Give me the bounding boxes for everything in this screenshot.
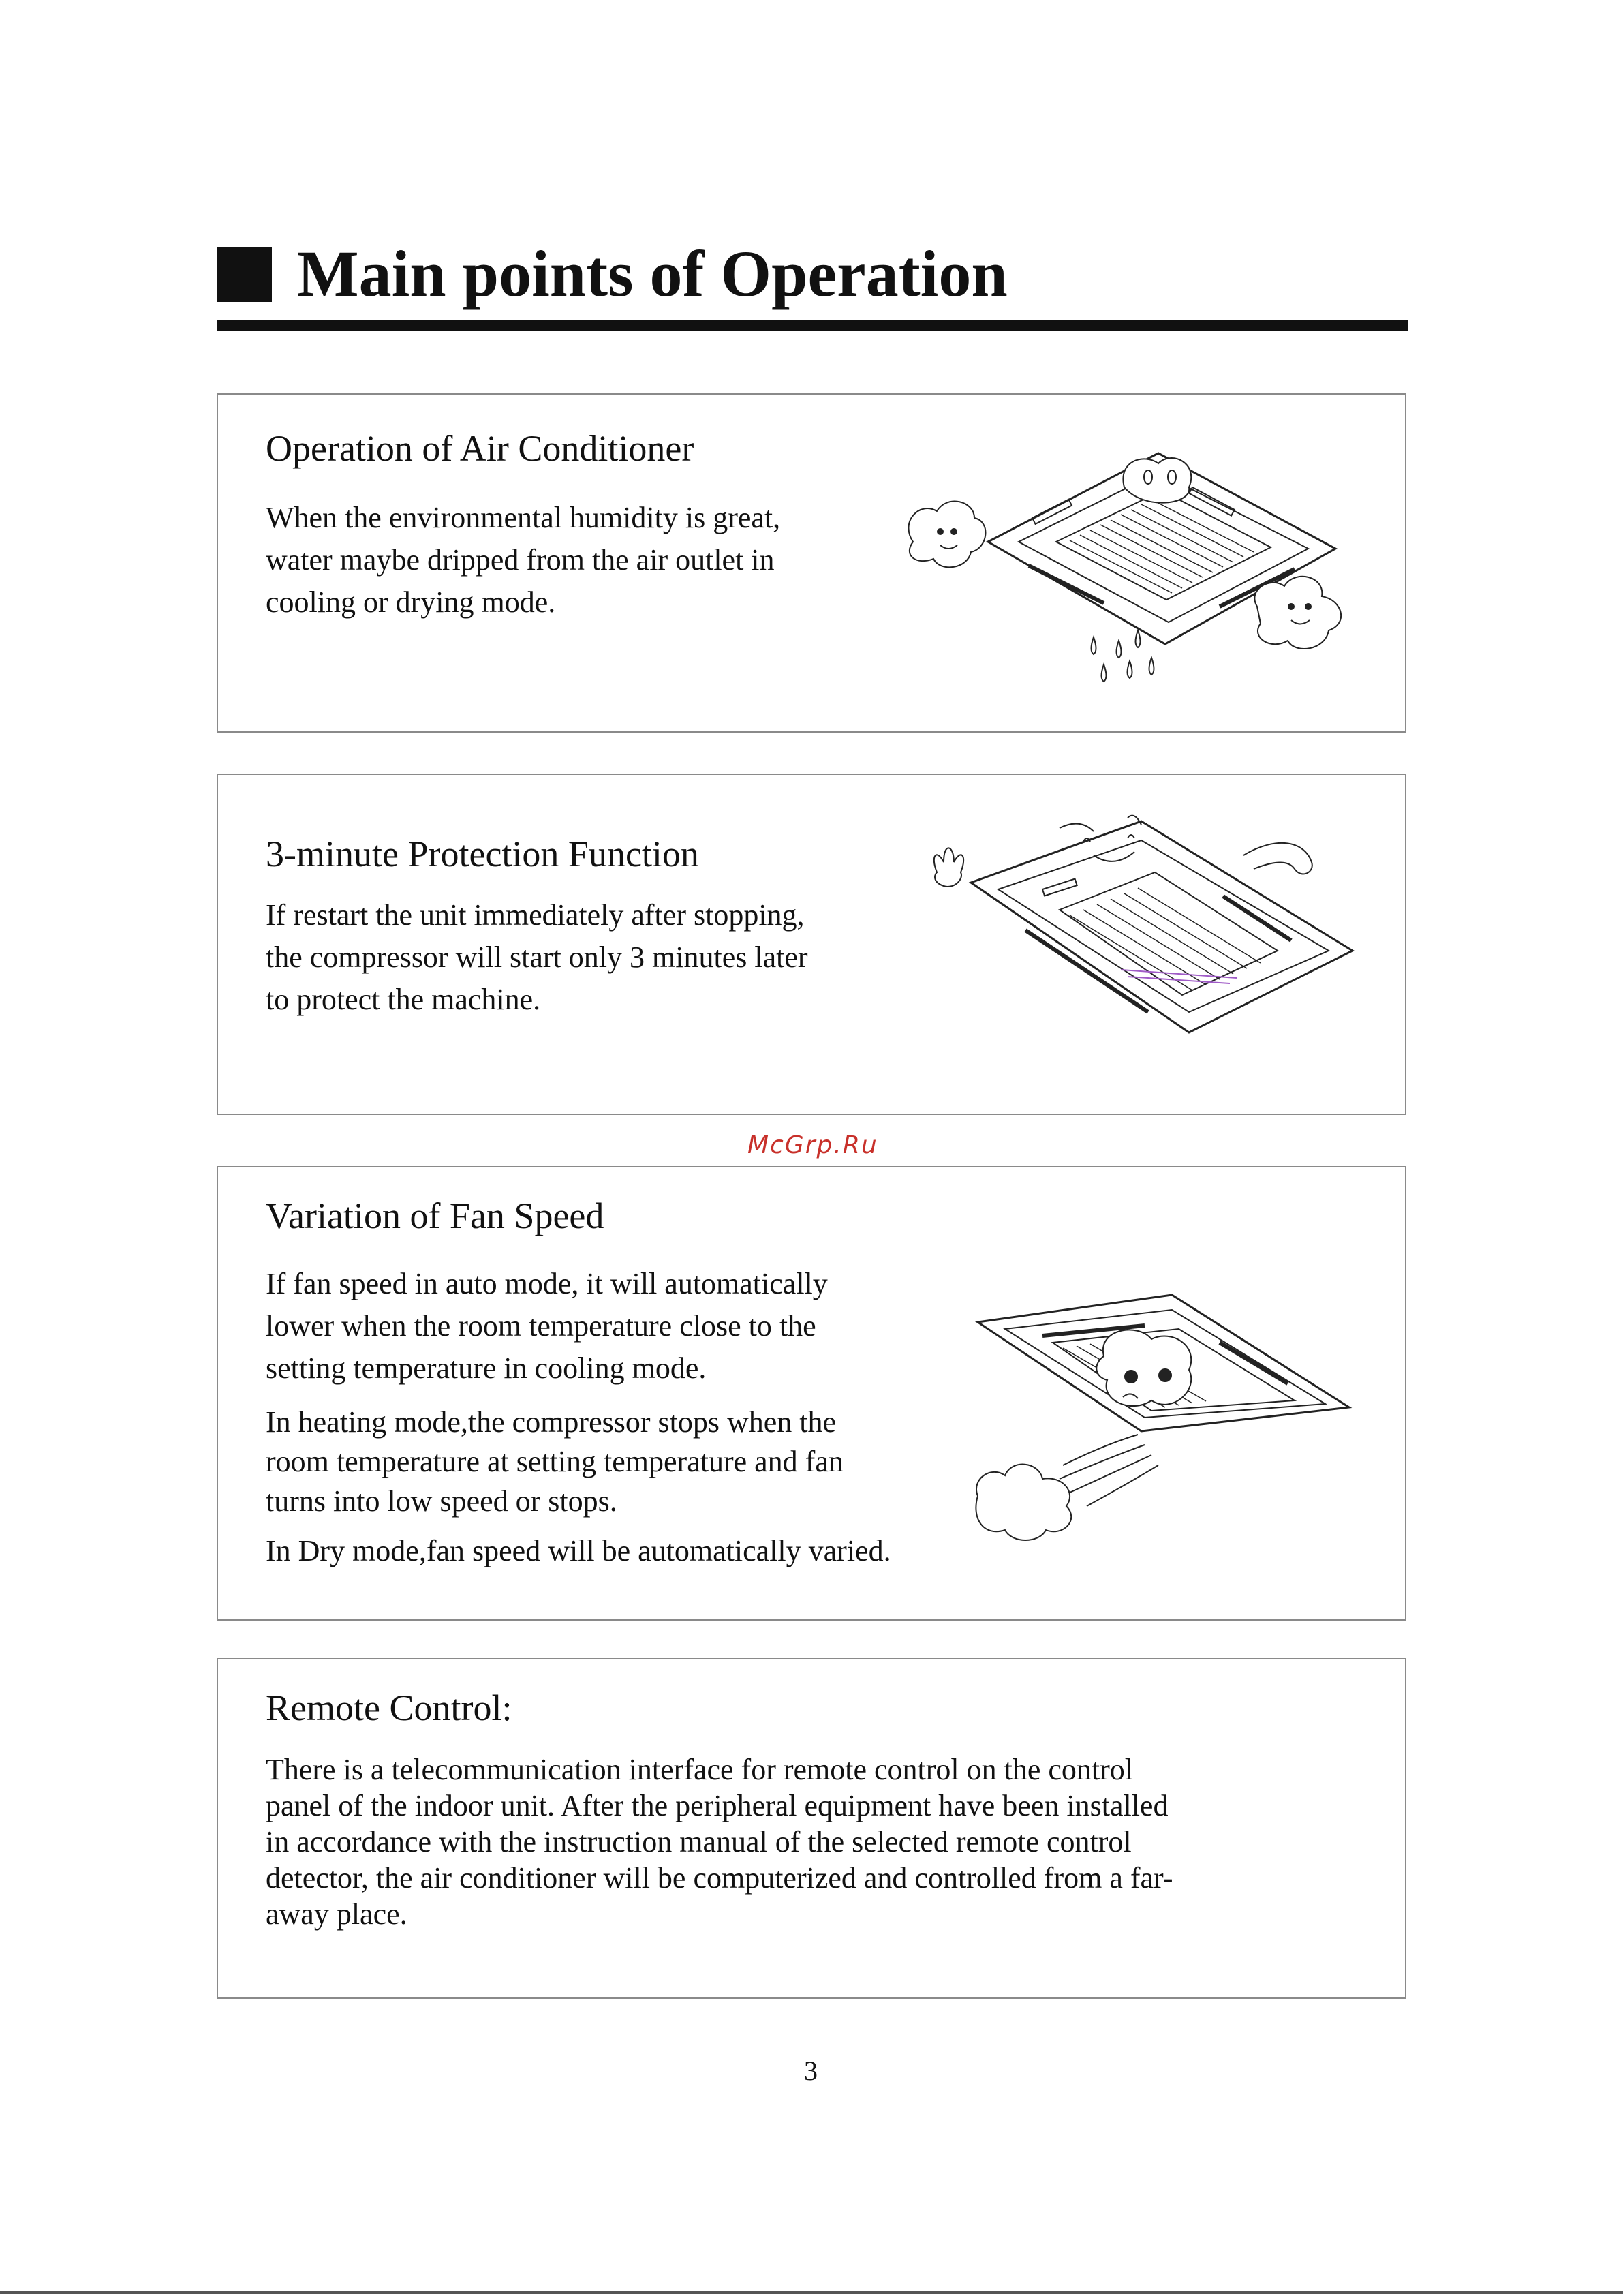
section-remote-control (217, 1658, 1406, 1999)
blowing-cassette-unit-icon (968, 1288, 1356, 1554)
title-divider (217, 320, 1408, 331)
page-title: Main points of Operation (297, 237, 1008, 310)
watermark: McGrp.Ru (747, 1131, 878, 1159)
section-heading: Variation of Fan Speed (266, 1195, 604, 1236)
page-number: 3 (804, 2055, 818, 2086)
section-paragraph: There is a telecommunication interface for remote control on the control panel of the indoor unit. After the peripheral equipment have been installed in accordance with the instruction manual of the selected remote control detector, the air conditioner will be computerized and controlled from a far- away place. (266, 1753, 1173, 1931)
page-bottom-edge (0, 2291, 1623, 2294)
waving-cassette-unit-icon (923, 814, 1359, 1039)
section-paragraph: In heating mode,the compressor stops when the room temperature at setting temperature and fan turns into low speed or stops. (266, 1405, 844, 1518)
page-header (217, 237, 1408, 335)
dripping-cassette-unit-icon (899, 446, 1363, 699)
section-paragraph: In Dry mode,fan speed will be automatically varied. (266, 1534, 891, 1567)
section-heading: Operation of Air Conditioner (266, 428, 694, 469)
section-heading: 3-minute Protection Function (266, 833, 699, 874)
section-paragraph: When the environmental humidity is great, water maybe dripped from the air outlet in cooling or drying mode. (266, 501, 781, 619)
section-heading: Remote Control: (266, 1687, 512, 1728)
section-paragraph: If fan speed in auto mode, it will automatically lower when the room temperature close to the setting temperature in cooling mode. (266, 1267, 828, 1385)
section-paragraph: If restart the unit immediately after stopping, the compressor will start only 3 minutes later to protect the machine. (266, 898, 808, 1016)
title-square-bullet (217, 247, 272, 302)
